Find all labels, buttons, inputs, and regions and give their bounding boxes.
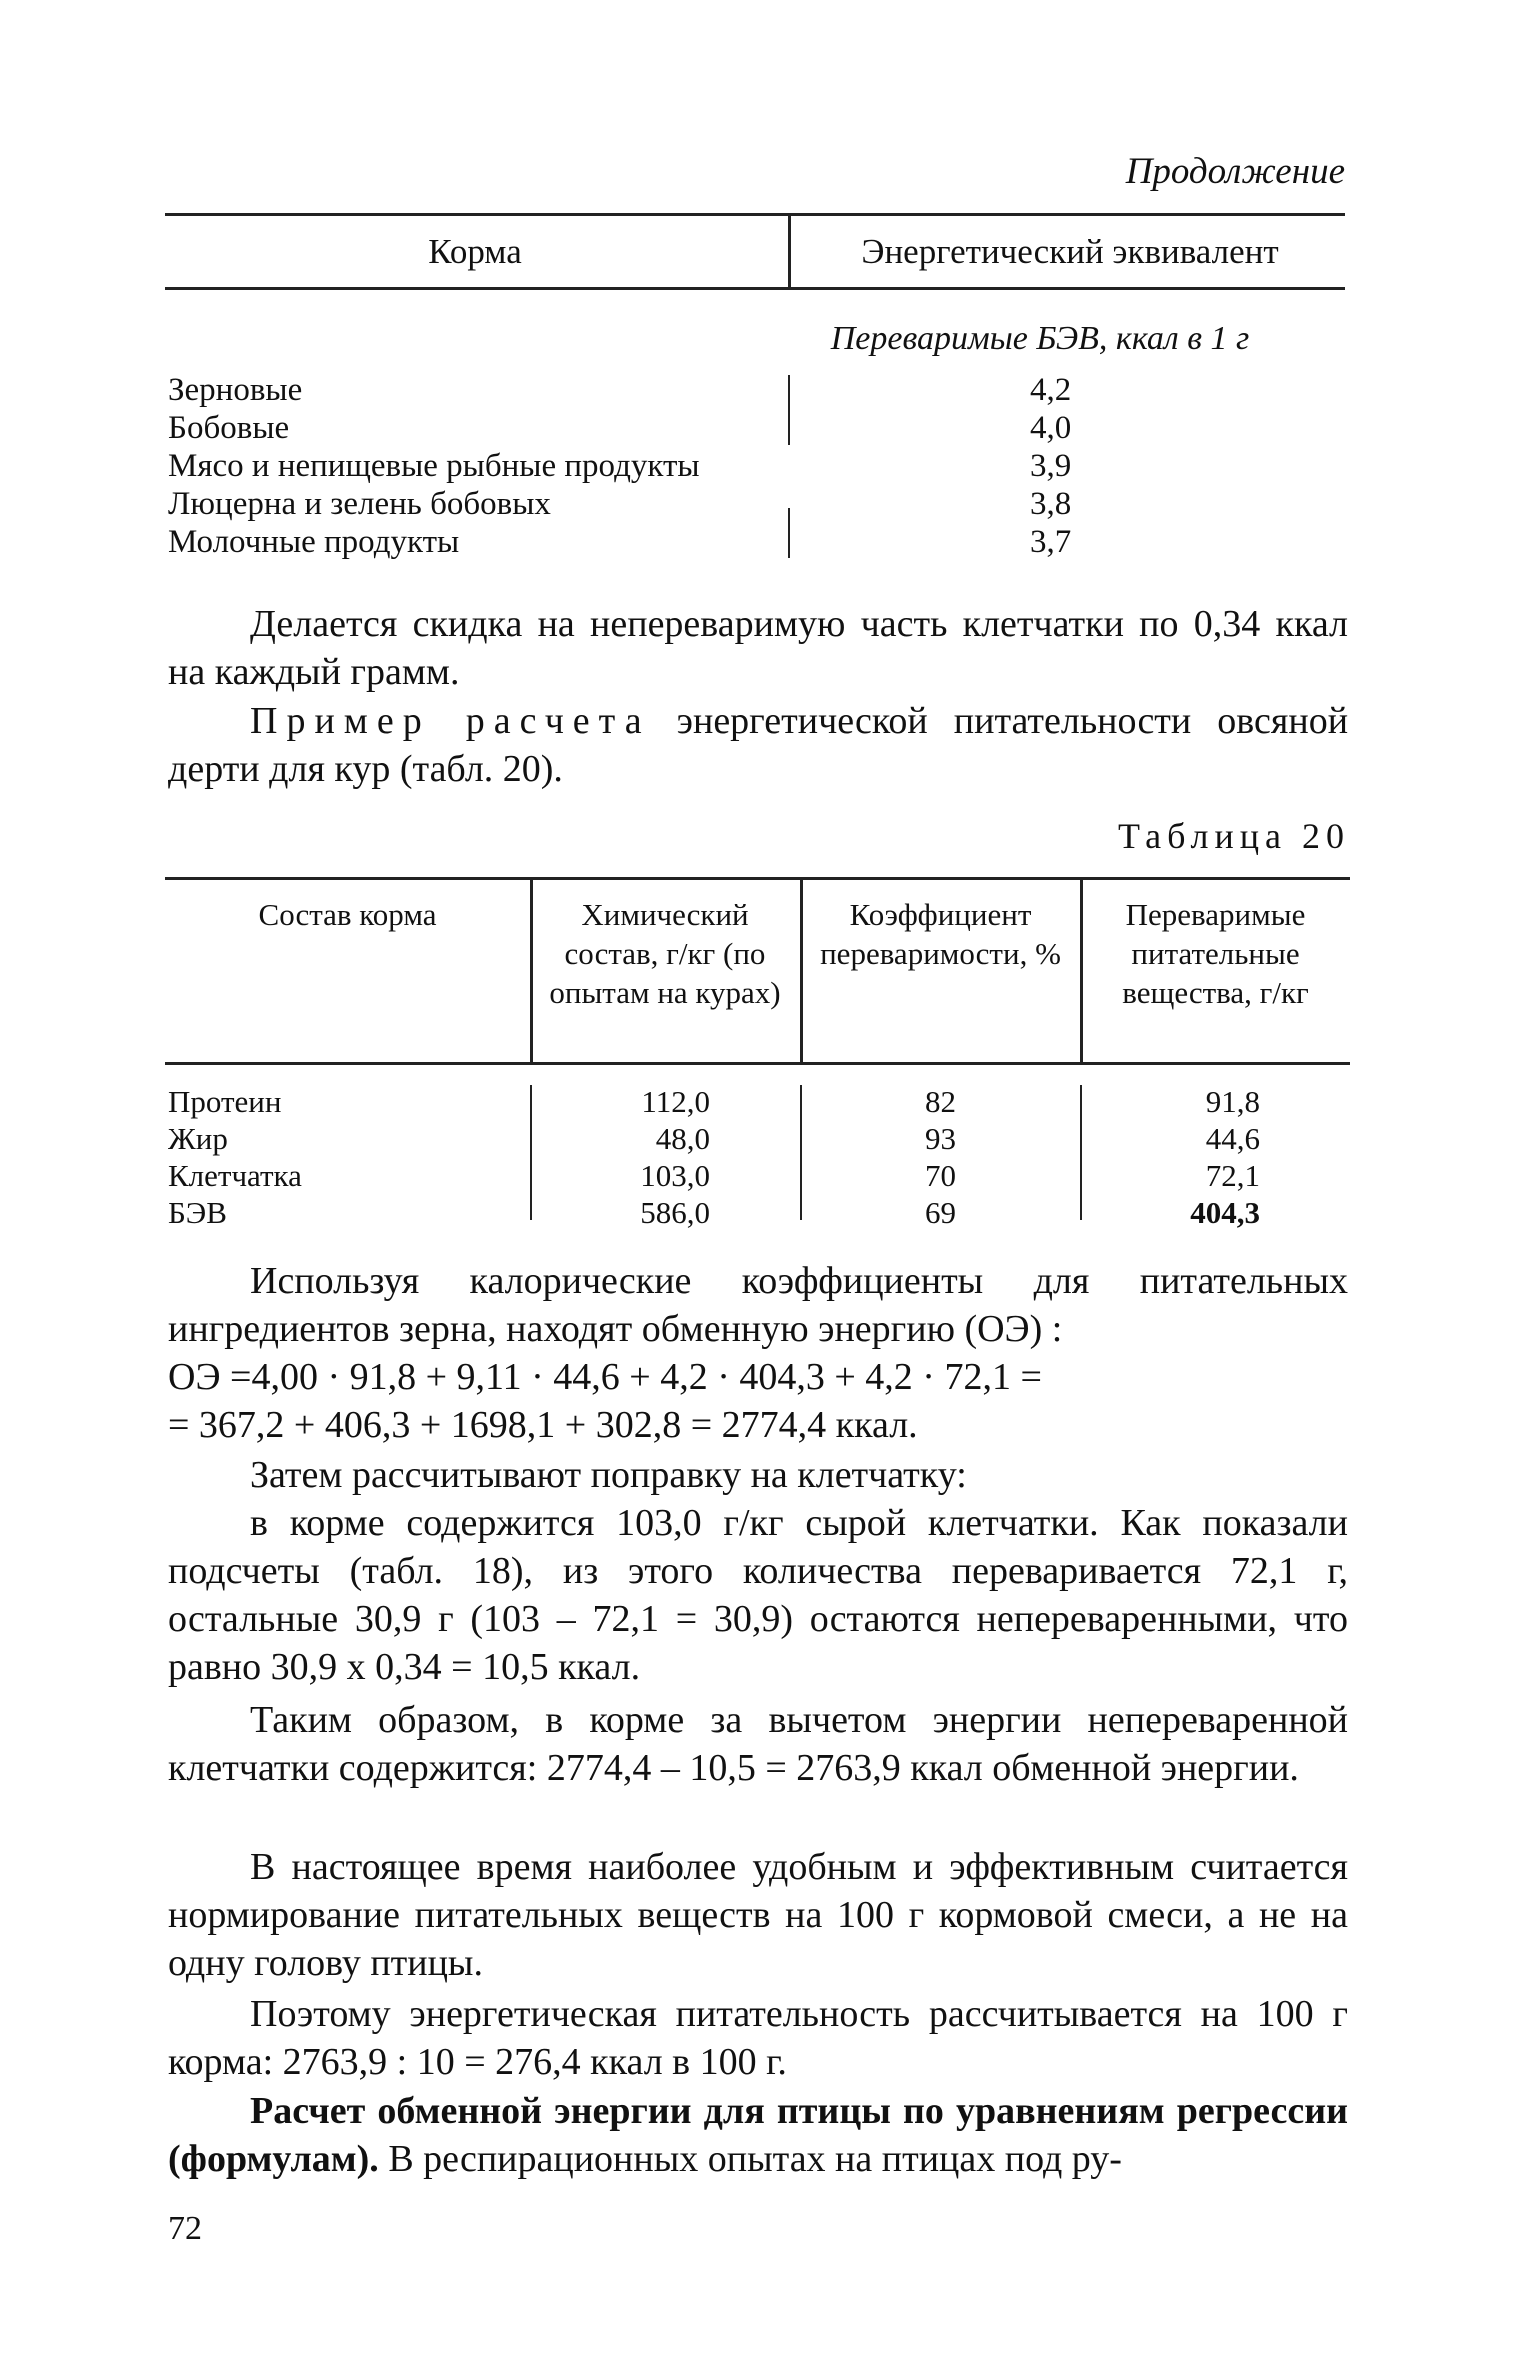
table2-header-composition: Состав корма [258, 897, 437, 932]
table1-row-feed: Бобовые [168, 410, 290, 446]
paragraph-discount: Делается скидка на непереваримую часть клетчатки по 0,34 ккал на каждый грамм. [168, 603, 1348, 693]
table2-cell: 44,6 [1205, 1121, 1260, 1156]
page-number: 72 [168, 2210, 202, 2247]
table2-body-divider [1080, 1085, 1082, 1220]
table2-col-divider [800, 877, 803, 1062]
table2-row-label: Жир [168, 1121, 228, 1156]
formula-line-1: ОЭ =4,00 · 91,8 + 9,11 · 44,6 + 4,2 · 404,3 + 4,2 · 72,1 = [168, 1356, 1042, 1398]
table2-cell: 404,3 [1190, 1195, 1260, 1230]
table2-cell: 70 [925, 1158, 956, 1193]
table2-cell: 72,1 [1205, 1158, 1260, 1193]
table2-cell: 103,0 [640, 1158, 710, 1193]
table2-caption: Таблица 20 [1118, 816, 1350, 856]
table2-top-rule [165, 877, 1350, 880]
continuation-label: Продолжение [1125, 151, 1345, 192]
table2-header-coefficient: Коэффициент переваримости, % [820, 897, 1061, 971]
table2-header-rule [165, 1062, 1350, 1065]
table1-row-value: 3,8 [1030, 486, 1072, 522]
table2-cell: 48,0 [655, 1121, 710, 1156]
paragraph-fiber: в корме содержится 103,0 г/кг сырой клетчатки. Как показали подсчеты (табл. 18), из этого количества переваривается 72,1 г, остальные 30,9 г (103 – 72,1 = 30,9) остаются непереваренными, что равно 30,9 х 0,34 = 10,5 ккал. [168, 1502, 1348, 1688]
table2-row-label: Клетчатка [168, 1158, 302, 1193]
table2-cell: 112,0 [641, 1084, 710, 1119]
table1-row-divider [788, 508, 790, 558]
table1-row-feed: Люцерна и зелень бобовых [168, 486, 551, 522]
table1-row-feed: Мясо и непищевые рыбные продукты [168, 448, 700, 484]
table2-cell: 586,0 [640, 1195, 710, 1230]
table1-header-feed: Корма [428, 232, 522, 271]
table2-col-divider [530, 877, 533, 1062]
table2-cell: 69 [925, 1195, 956, 1230]
table1-row-value: 4,2 [1030, 372, 1072, 408]
table1-row-value: 3,7 [1030, 524, 1072, 560]
table2-header-chemical: Химический состав, г/кг (по опытам на курах) [549, 897, 781, 1010]
paragraph-example [168, 697, 1348, 793]
paragraph-caloric: Используя калорические коэффициенты для питательных ингредиентов зерна, находят обменную энергию (ОЭ) : [168, 1260, 1348, 1350]
table1-header-rule [165, 287, 1345, 290]
example-heading: Пример расчета [250, 700, 651, 742]
table2-col-divider [1080, 877, 1083, 1062]
regression-text: В респирационных опытах на птицах под ру- [388, 2138, 1122, 2180]
table1-top-rule [165, 213, 1345, 216]
table2-body-divider [800, 1085, 802, 1220]
table2-row-label: БЭВ [168, 1195, 227, 1230]
table1-header-energy: Энергетический эквивалент [861, 232, 1279, 271]
table1-header-divider [788, 213, 791, 288]
table2-body-divider [530, 1085, 532, 1220]
regression-heading: Расчет обменной энергии для птицы по уравнениям регрессии (формулам). [168, 2090, 1348, 2180]
table2-cell: 93 [925, 1121, 956, 1156]
table1-row-feed: Молочные продукты [168, 524, 460, 560]
table1-row-value: 3,9 [1030, 448, 1072, 484]
table2-row-label: Протеин [168, 1084, 282, 1119]
paragraph-normalization: В настоящее время наиболее удобным и эффективным считается нормирование питательных веществ на 100 г кормовой смеси, а не на одну голову птицы. [168, 1846, 1348, 1984]
paragraph-result: Таким образом, в корме за вычетом энергии непереваренной клетчатки содержится: 2774,4 – 10,5 = 2763,9 ккал обменной энергии. [168, 1699, 1348, 1789]
table2-cell: 82 [925, 1084, 956, 1119]
example-text: энергетической питательности овсяной дерти для кур (табл. 20). [168, 700, 1349, 790]
paragraph-correction: Затем рассчитывают поправку на клетчатку: [250, 1454, 967, 1496]
table2-header-digestible: Переваримые питательные вещества, г/кг [1122, 897, 1309, 1010]
table1-row-feed: Зерновые [168, 372, 303, 408]
table1-subheader: Переваримые БЭВ, ккал в 1 г [830, 320, 1250, 357]
table1-row-divider [788, 375, 790, 445]
formula-line-2: = 367,2 + 406,3 + 1698,1 + 302,8 = 2774,4 ккал. [168, 1404, 918, 1446]
paragraph-per-100g: Поэтому энергетическая питательность рассчитывается на 100 г корма: 2763,9 : 10 = 276,4 ккал в 100 г. [168, 1993, 1348, 2083]
table1-row-value: 4,0 [1030, 410, 1072, 446]
paragraph-regression [168, 2087, 1348, 2183]
table2-cell: 91,8 [1205, 1084, 1260, 1119]
